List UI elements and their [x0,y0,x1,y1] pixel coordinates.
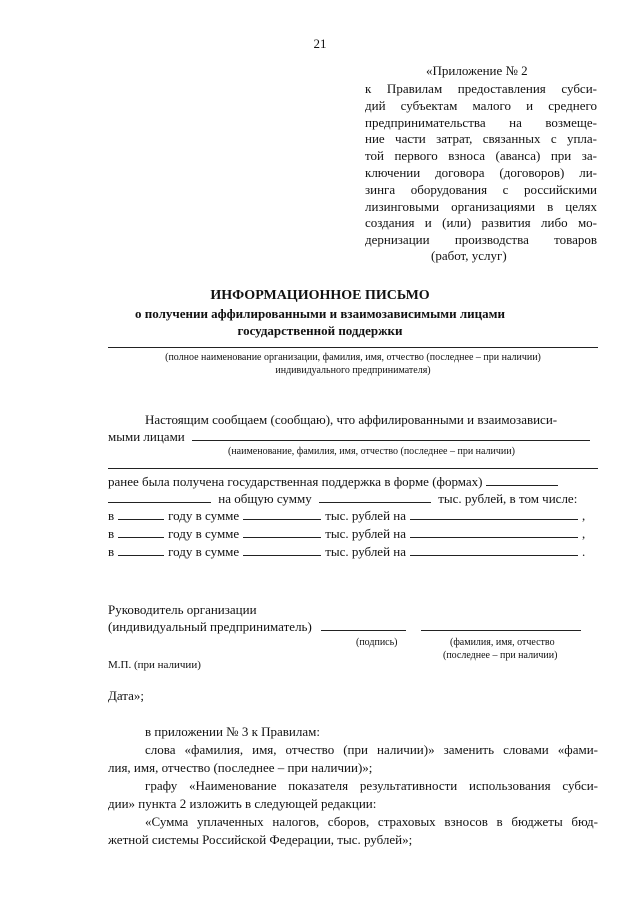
head-title-line-2-text: (индивидуальный предприниматель) [108,619,312,634]
subtitle-line-2: государственной поддержки [237,323,403,338]
year-row-prefix: в [108,526,115,541]
year-row-end: , [582,526,586,541]
page-number: 21 [313,36,327,51]
support-form-text: ранее была получена государственная поддержка в форме (формах) [108,474,483,489]
year-blank [118,526,164,538]
signature-caption: (подпись) [356,637,398,648]
appendix-heading: «Приложение № 2 [426,63,528,78]
head-title-line-1: Руководитель организации [108,602,257,617]
full-name-blank [421,619,581,631]
support-form-blank [486,474,558,486]
appendix-line: предпринимательства на возмеще- [365,114,597,130]
year-row-amount-label: году в сумме [168,508,240,523]
amount-blank [243,526,321,538]
stamp-label: М.П. (при наличии) [108,659,201,671]
year-row-end: , [582,508,586,523]
total-sum-blank [319,491,431,503]
full-name-caption-2: (последнее – при наличии) [443,650,558,661]
body-line-2 [108,429,590,445]
full-name-caption-1: (фамилия, имя, отчество [450,637,555,648]
amendment-3-line-2: дии» пункта 2 изложить в следующей редакции: [108,796,377,811]
affiliate-name-blank [192,429,590,441]
amendment-4-line-2: жетной системы Российской Федерации, тыс. рублей»; [108,832,413,847]
appendix-line: ние части затрат, связанных с упла- [365,131,597,147]
total-sum-tail: тыс. рублей, в том числе: [438,491,578,506]
year-row-purpose-label: тыс. рублей на [325,526,407,541]
amendment-2-line-2: лия, имя, отчество (последнее – при наличии)»; [108,760,373,775]
subtitle-line-1: о получении аффилированными и взаимозависимыми лицами [135,306,505,321]
support-form-blank-2 [108,491,211,503]
amendment-2-line-1: слова «фамилия, имя, отчество (при наличии)» заменить словами «фами- [145,742,598,757]
appendix-line: дернизации производства товаров [365,232,597,248]
support-form-line [108,474,558,490]
year-row [108,526,585,542]
appendix-line: ключении договора (договоров) ли- [365,165,597,180]
appendix-last-line: (работ, услуг) [431,248,507,263]
year-blank [118,508,164,520]
appendix-line: той первого взноса (аванса) при за- [365,148,597,164]
purpose-blank [410,508,578,520]
amendment-1: в приложении № 3 к Правилам: [145,724,320,739]
purpose-blank [410,526,578,538]
appendix-line: создания и (или) развития либо мо- [365,215,597,231]
year-row-prefix: в [108,544,115,559]
year-row-amount-label: году в сумме [168,544,240,559]
year-row-purpose-label: тыс. рублей на [325,544,407,559]
appendix-line: лизинговыми организациями в целях [365,198,597,214]
organization-caption-2: индивидуального предпринимателя) [275,365,431,376]
affiliate-name-line-2 [108,468,598,469]
year-row [108,508,585,524]
amendment-3-line-1: графу «Наименование показателя результативности использования субси- [145,778,598,793]
year-blank [118,544,164,556]
year-row-end: . [582,544,586,559]
amendment-4-line-1: «Сумма уплаченных налогов, сборов, страховых взносов в бюджеты бюд- [145,814,598,829]
organization-caption-1: (полное наименование организации, фамилия, имя, отчество (последнее – при наличии) [165,352,541,363]
appendix-line: зинга оборудования с российскими [365,181,597,197]
amount-blank [243,544,321,556]
head-title-line-2 [108,619,581,635]
date-line: Дата»; [108,688,145,703]
page-title: ИНФОРМАЦИОННОЕ ПИСЬМО [210,288,430,303]
body-line-1: Настоящим сообщаем (сообщаю), что аффилированными и взаимозависи- [145,412,558,427]
total-sum-line [108,491,577,507]
year-row-purpose-label: тыс. рублей на [325,508,407,523]
body-line-2-text: мыми лицами [108,429,185,444]
organization-name-line [108,347,598,348]
appendix-line: дий субъектам малого и среднего [365,97,597,113]
appendix-line: к Правилам предоставления субси- [365,81,597,96]
total-sum-label: на общую сумму [218,491,312,506]
year-row-prefix: в [108,508,115,523]
amount-blank [243,508,321,520]
signature-blank [321,619,406,631]
purpose-blank [410,544,578,556]
year-row [108,544,585,560]
year-row-amount-label: году в сумме [168,526,240,541]
affiliate-name-caption: (наименование, фамилия, имя, отчество (последнее – при наличии) [228,446,515,457]
